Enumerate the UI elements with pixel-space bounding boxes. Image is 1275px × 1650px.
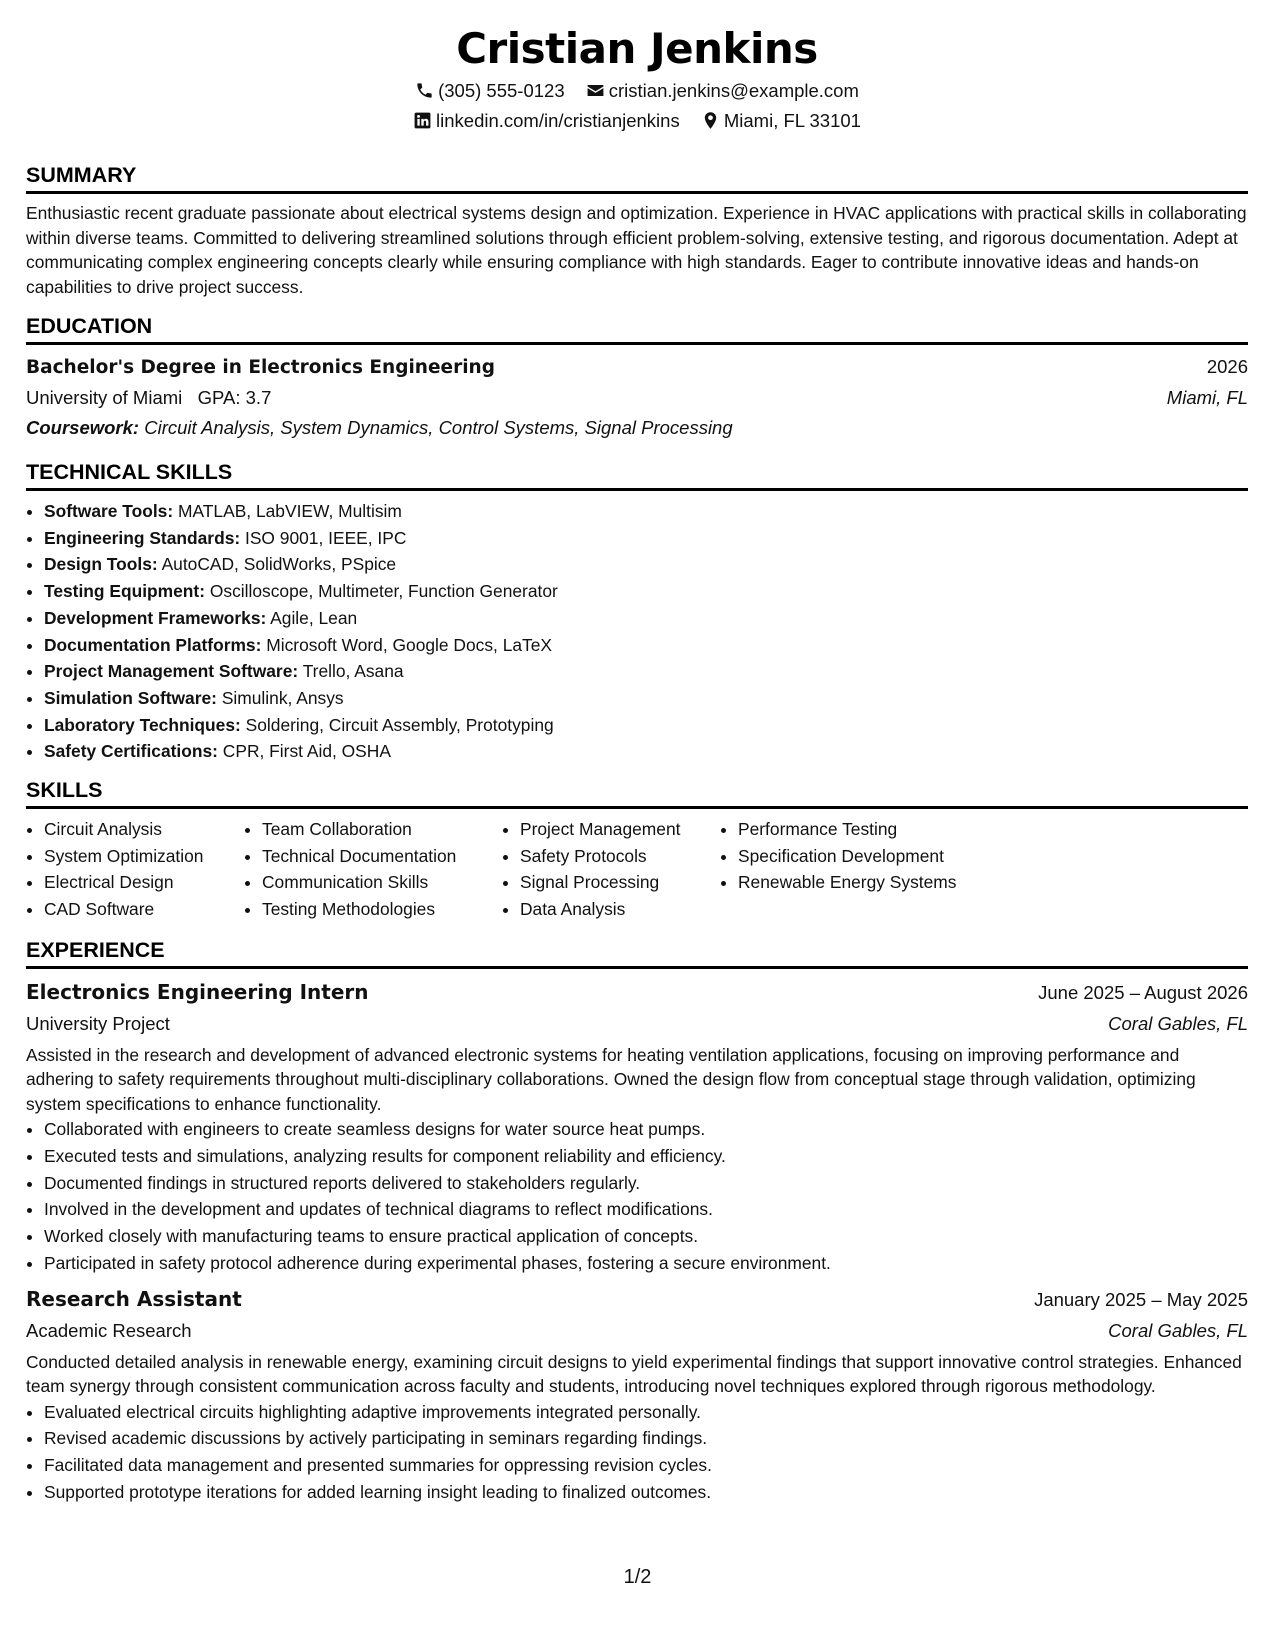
- linkedin-text: linkedin.com/in/cristianjenkins: [436, 110, 680, 131]
- job-dates: January 2025 – May 2025: [1034, 1288, 1248, 1310]
- coursework-label: Coursework:: [26, 417, 140, 438]
- section-title: EDUCATION: [26, 313, 1248, 345]
- contact-line-2: [26, 106, 1248, 136]
- job-org: University Project: [26, 1012, 170, 1034]
- coursework-list: Circuit Analysis, System Dynamics, Control Systems, Signal Processing: [144, 417, 733, 438]
- skills-column: [720, 816, 998, 923]
- school-row: [26, 383, 1248, 413]
- candidate-name: Cristian Jenkins: [456, 24, 818, 73]
- skills-grid: [26, 816, 1248, 923]
- job-org: Academic Research: [26, 1319, 192, 1341]
- job-title: Electronics Engineering Intern: [26, 979, 369, 1004]
- skill-label: Simulation Software:: [44, 687, 217, 708]
- gpa: GPA: 3.7: [197, 387, 272, 408]
- skill-value: ISO 9001, IEEE, IPC: [245, 527, 407, 548]
- job-location: Coral Gables, FL: [1108, 1012, 1248, 1034]
- skill-label: Software Tools:: [44, 501, 174, 521]
- list-item: • Revised academic discussions by actively participating in seminars regarding findings.: [44, 1425, 1248, 1452]
- list-item: [44, 738, 1248, 765]
- skill-label: Development Frameworks:: [44, 607, 267, 628]
- location-item: [701, 106, 861, 136]
- list-item: • Electrical Design: [44, 869, 244, 896]
- technical-skills-section: [26, 459, 1248, 765]
- list-item: [44, 632, 1248, 659]
- list-item: [44, 498, 1248, 525]
- skills-section: [26, 777, 1248, 923]
- list-item: • Safety Protocols: [520, 843, 720, 870]
- section-title: TECHNICAL SKILLS: [26, 459, 1248, 491]
- job-org-row: [26, 1009, 1248, 1039]
- resume-page: [26, 0, 1248, 1505]
- job-entry: [26, 1283, 1248, 1506]
- job-bullets: [26, 1399, 1248, 1506]
- list-item: [44, 685, 1248, 712]
- skill-value: MATLAB, LabVIEW, Multisim: [178, 501, 402, 521]
- summary-section: [26, 162, 1248, 299]
- list-item: • Involved in the development and updates of technical diagrams to reflect modifications.: [44, 1196, 1248, 1223]
- skill-label: Testing Equipment:: [44, 581, 206, 602]
- phone-icon: [415, 81, 434, 100]
- list-item: • Data Analysis: [520, 896, 720, 923]
- school-location: Miami, FL: [1166, 387, 1248, 408]
- location-text: Miami, FL 33101: [723, 110, 861, 131]
- list-item: • Renewable Energy Systems: [738, 869, 998, 896]
- skill-value: Soldering, Circuit Assembly, Prototyping: [245, 714, 554, 735]
- skills-column: [26, 816, 244, 923]
- skill-label: Design Tools:: [44, 554, 158, 575]
- skill-value: Trello, Asana: [302, 661, 404, 682]
- list-item: • Specification Development: [738, 843, 998, 870]
- job-description: Conducted detailed analysis in renewable energy, examining circuit designs to yield experimental findings that support innovative control strategies. Enhanced team synergy through consistent communication across faculty and students, introducing novel techniques explored through rigorous methodology.: [26, 1351, 1242, 1397]
- job-org-row: [26, 1316, 1248, 1346]
- envelope-icon: [586, 81, 605, 100]
- list-item: [44, 605, 1248, 632]
- section-title: SKILLS: [26, 777, 1248, 809]
- list-item: • Testing Methodologies: [262, 896, 502, 923]
- list-item: • Circuit Analysis: [44, 816, 244, 843]
- skill-label: Laboratory Techniques:: [44, 714, 241, 735]
- list-item: • Executed tests and simulations, analyzing results for component reliability and efficiency.: [44, 1143, 1248, 1170]
- school-name: University of Miami: [26, 387, 183, 408]
- education-section: [26, 313, 1248, 443]
- job-entry: [26, 976, 1248, 1277]
- skill-value: Oscilloscope, Multimeter, Function Generator: [209, 581, 558, 602]
- contact-line-1: [26, 76, 1248, 106]
- list-item: • Team Collaboration: [262, 816, 502, 843]
- skill-value: AutoCAD, SolidWorks, PSpice: [161, 554, 397, 575]
- job-dates: June 2025 – August 2026: [1038, 981, 1248, 1003]
- list-item: [44, 578, 1248, 605]
- experience-section: [26, 937, 1248, 1506]
- list-item: [44, 658, 1248, 685]
- degree-name: Bachelor's Degree in Electronics Engineering: [26, 357, 495, 378]
- list-item: • Participated in safety protocol adherence during experimental phases, fostering a secure environment.: [44, 1250, 1248, 1277]
- job-title-row: [26, 976, 1248, 1009]
- list-item: [44, 551, 1248, 578]
- linkedin-icon: [413, 111, 432, 130]
- email-item[interactable]: [586, 76, 859, 106]
- skill-label: Documentation Platforms:: [44, 634, 262, 655]
- page-number: 1/2: [623, 1566, 652, 1588]
- list-item: • Signal Processing: [520, 869, 720, 896]
- list-item: • Collaborated with engineers to create seamless designs for water source heat pumps.: [44, 1116, 1248, 1143]
- list-item: • Communication Skills: [262, 869, 502, 896]
- skill-label: Project Management Software:: [44, 661, 299, 682]
- list-item: • Supported prototype iterations for added learning insight leading to finalized outcomes.: [44, 1479, 1248, 1506]
- job-description: Assisted in the research and development of advanced electronic systems for heating ventilation applications, focusing on improving performance and adhering to safety requirements throughout multi-disciplinary collaborations. Owned the design flow from conceptual stage through validation, optimizing system specifications to enhance functionality.: [26, 1044, 1196, 1114]
- linkedin-item[interactable]: [413, 106, 680, 136]
- email-text: cristian.jenkins@example.com: [608, 80, 859, 101]
- skill-value: Agile, Lean: [270, 607, 358, 628]
- skills-column: [502, 816, 720, 923]
- skills-column: [244, 816, 502, 923]
- skill-value: Simulink, Ansys: [221, 687, 344, 708]
- degree-row: [26, 352, 1248, 383]
- job-location: Coral Gables, FL: [1108, 1319, 1248, 1341]
- list-item: • Project Management: [520, 816, 720, 843]
- skill-label: Engineering Standards:: [44, 527, 241, 548]
- section-title: EXPERIENCE: [26, 937, 1248, 969]
- list-item: [44, 712, 1248, 739]
- list-item: • Documented findings in structured reports delivered to stakeholders regularly.: [44, 1170, 1248, 1197]
- skill-label: Safety Certifications:: [44, 741, 218, 762]
- skill-value: CPR, First Aid, OSHA: [222, 741, 391, 762]
- list-item: [44, 525, 1248, 552]
- list-item: • Technical Documentation: [262, 843, 502, 870]
- graduation-year: 2026: [1206, 356, 1248, 377]
- section-title: SUMMARY: [26, 162, 1248, 194]
- list-item: • Evaluated electrical circuits highlighting adaptive improvements integrated personally.: [44, 1399, 1248, 1426]
- list-item: • Facilitated data management and presented summaries for oppressing revision cycles.: [44, 1452, 1248, 1479]
- phone-text: (305) 555-0123: [438, 80, 565, 101]
- list-item: • System Optimization: [44, 843, 244, 870]
- job-title-row: [26, 1283, 1248, 1316]
- coursework-row: [26, 413, 1248, 443]
- job-bullets: [26, 1116, 1248, 1276]
- job-title: Research Assistant: [26, 1286, 242, 1311]
- phone-item: [415, 76, 565, 106]
- list-item: • Worked closely with manufacturing teams to ensure practical application of concepts.: [44, 1223, 1248, 1250]
- list-item: • Performance Testing: [738, 816, 998, 843]
- list-item: • CAD Software: [44, 896, 244, 923]
- map-pin-icon: [701, 111, 720, 130]
- technical-skills-list: [26, 498, 1248, 765]
- summary-text: Enthusiastic recent graduate passionate about electrical systems design and optimization. Experience in HVAC applications with practical skills in collaborating within diverse teams. Committed to delivering streamlined solutions through efficient problem-solving, extensive testing, and rigorous documentation. Adept at communicating complex engineering concepts clearly while ensuring compliance with high standards. Eager to contribute innovative ideas and hands-on capabilities to drive project success.: [26, 203, 1247, 297]
- skill-value: Microsoft Word, Google Docs, LaTeX: [266, 634, 553, 655]
